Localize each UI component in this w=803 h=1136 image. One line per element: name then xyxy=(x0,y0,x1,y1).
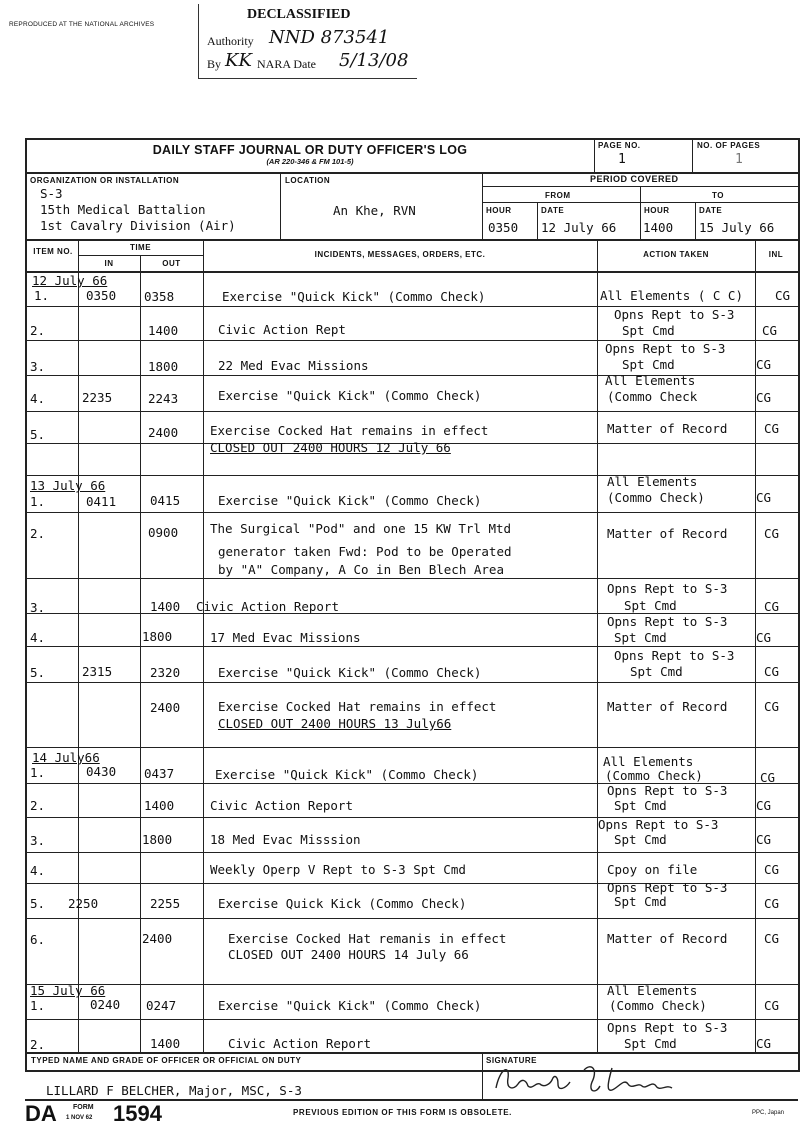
incident-text: Civic Action Report xyxy=(196,599,339,614)
action-text: Opns Rept to S-3 xyxy=(614,648,735,663)
time-out: 0358 xyxy=(144,289,175,304)
initials: CG xyxy=(764,931,780,946)
incident-text: The Surgical "Pod" and one 15 KW Trl Mtd xyxy=(210,521,512,536)
action-text: Opns Rept to S-3 xyxy=(607,1020,728,1035)
time-out: 2320 xyxy=(150,665,181,680)
action-text: All Elements xyxy=(607,474,698,489)
initials: CG xyxy=(764,664,780,679)
officer-name: LILLARD F BELCHER, Major, MSC, S-3 xyxy=(46,1083,302,1098)
item-no: 6. xyxy=(30,932,46,947)
action-text: Spt Cmd xyxy=(624,1036,677,1051)
action-text: All Elements ( C C) xyxy=(600,288,743,303)
action-label: ACTION TAKEN xyxy=(643,250,709,259)
archive-note: REPRODUCED AT THE NATIONAL ARCHIVES xyxy=(9,21,155,28)
out-label: OUT xyxy=(162,259,181,268)
in-label: IN xyxy=(104,259,114,268)
action-text: Opns Rept to S-3 xyxy=(607,581,728,596)
time-out: 2400 xyxy=(150,700,181,715)
item-no: 2. xyxy=(30,323,46,338)
form-number: 1594 xyxy=(113,1101,162,1126)
period-label: PERIOD COVERED xyxy=(590,174,679,184)
incident-text: Exercise "Quick Kick" (Commo Check) xyxy=(215,767,479,782)
stamp-title: DECLASSIFIED xyxy=(247,7,351,22)
action-text: Spt Cmd xyxy=(614,798,667,813)
closed-out-text: CLOSED OUT 2400 HOURS 12 July 66 xyxy=(210,440,451,455)
action-text: Opns Rept to S-3 xyxy=(598,817,719,832)
initials: CG xyxy=(756,1036,772,1051)
item-no: 3. xyxy=(30,359,46,374)
org-line: 15th Medical Battalion xyxy=(40,202,206,217)
action-text: Spt Cmd xyxy=(622,357,675,372)
incident-text: Exercise "Quick Kick" (Commo Check) xyxy=(218,665,482,680)
initials: CG xyxy=(762,323,778,338)
time-out: 0415 xyxy=(150,493,181,508)
action-text: Spt Cmd xyxy=(614,630,667,645)
page-no-label: PAGE NO. xyxy=(598,141,641,150)
action-text: Spt Cmd xyxy=(622,323,675,338)
time-out: 0247 xyxy=(146,998,177,1013)
time-out: 1800 xyxy=(142,832,173,847)
action-text: Cpoy on file xyxy=(607,862,698,877)
item-no: 1. xyxy=(34,288,50,303)
item-no: 4. xyxy=(30,863,46,878)
initials: CG xyxy=(756,357,772,372)
location-label: LOCATION xyxy=(285,176,331,185)
item-no: 5. xyxy=(30,665,46,680)
to-hour-label: HOUR xyxy=(644,206,670,215)
action-text: Matter of Record xyxy=(607,699,728,714)
action-text: All Elements xyxy=(603,754,694,769)
closed-out-text: CLOSED OUT 2400 HOURS 13 July66 xyxy=(218,716,452,731)
item-no: 1. xyxy=(30,494,46,509)
time-in: 0240 xyxy=(90,997,121,1012)
date-marker: 15 July 66 xyxy=(30,983,106,998)
date-marker: 12 July 66 xyxy=(32,273,108,288)
from-hour-value: 0350 xyxy=(488,220,519,235)
by-value: KK xyxy=(225,50,252,71)
action-text: Matter of Record xyxy=(607,421,728,436)
officer-label: TYPED NAME AND GRADE OF OFFICER OR OFFICIAL ON DUTY xyxy=(31,1056,302,1065)
date-marker: 14 July66 xyxy=(32,750,100,765)
item-no: 3. xyxy=(30,833,46,848)
time-in: 2250 xyxy=(68,896,99,911)
incident-text: generator taken Fwd: Pod to be Operated xyxy=(218,544,512,559)
org-line: S-3 xyxy=(40,186,63,201)
action-text: Matter of Record xyxy=(607,931,728,946)
item-no: 4. xyxy=(30,630,46,645)
incident-text: Exercise "Quick Kick" (Commo Check) xyxy=(222,289,486,304)
time-label: TIME xyxy=(129,243,152,252)
item-no: 1. xyxy=(30,998,46,1013)
item-no: 1. xyxy=(30,765,46,780)
org-line: 1st Cavalry Division (Air) xyxy=(40,218,236,233)
initials: CG xyxy=(764,421,780,436)
time-out: 1800 xyxy=(142,629,173,644)
item-no: 2. xyxy=(30,1037,46,1052)
time-out: 1400 xyxy=(150,599,181,614)
initials: CG xyxy=(764,998,780,1013)
inl-label: INL xyxy=(768,250,784,259)
incident-text: 22 Med Evac Missions xyxy=(218,358,369,373)
time-out: 1400 xyxy=(150,1036,181,1051)
time-out: 1800 xyxy=(148,359,179,374)
time-out: 1400 xyxy=(144,798,175,813)
initials: CG xyxy=(764,896,780,911)
time-out: 2243 xyxy=(148,391,179,406)
action-text: All Elements xyxy=(605,373,696,388)
incident-text: by "A" Company, A Co in Ben Blech Area xyxy=(218,562,504,577)
action-text: Opns Rept to S-3 xyxy=(605,341,726,356)
incident-text: Weekly Operp V Rept to S-3 Spt Cmd xyxy=(210,862,466,877)
form-word: FORM xyxy=(73,1104,94,1111)
form-prefix: DA xyxy=(25,1101,57,1126)
item-label: ITEM NO. xyxy=(33,247,73,256)
to-date-label: DATE xyxy=(699,206,723,215)
time-in: 0350 xyxy=(86,288,117,303)
date-marker: 13 July 66 xyxy=(30,478,106,493)
incident-text: Exercise "Quick Kick" (Commo Check) xyxy=(218,493,482,508)
item-no: 2. xyxy=(30,798,46,813)
declassified-stamp xyxy=(198,4,417,79)
from-hour-label: HOUR xyxy=(486,206,512,215)
time-out: 2400 xyxy=(148,425,179,440)
initials: CG xyxy=(764,599,780,614)
item-no: 2. xyxy=(30,526,46,541)
time-in: 0411 xyxy=(86,494,117,509)
item-no: 4. xyxy=(30,391,46,406)
time-in: 2315 xyxy=(82,664,113,679)
action-text: (Commo Check) xyxy=(609,998,707,1013)
time-in: 2235 xyxy=(82,390,113,405)
org-block xyxy=(40,186,236,234)
initials: CG xyxy=(756,798,772,813)
to-label: TO xyxy=(712,191,724,200)
signature-label: SIGNATURE xyxy=(486,1056,538,1065)
action-text: Opns Rept to S-3 xyxy=(607,783,728,798)
action-text: (Commo Check xyxy=(607,389,698,404)
form-title: DAILY STAFF JOURNAL OR DUTY OFFICER'S LOG xyxy=(152,143,468,157)
time-in: 0430 xyxy=(86,764,117,779)
initials: CG xyxy=(756,630,772,645)
printer-mark: PPC, Japan xyxy=(752,1110,785,1116)
initials: CG xyxy=(756,832,772,847)
action-text: Spt Cmd xyxy=(614,894,667,909)
incident-text: Exercise Cocked Hat remanis in effect xyxy=(228,931,507,946)
authority-label: Authority xyxy=(207,34,254,48)
initials: CG xyxy=(764,699,780,714)
no-of-pages-label: NO. OF PAGES xyxy=(697,141,761,150)
form-date: 1 NOV 62 xyxy=(66,1115,93,1121)
action-text: (Commo Check) xyxy=(605,768,703,783)
signature-mark xyxy=(488,1060,688,1100)
from-date-value: 12 July 66 xyxy=(541,220,617,235)
action-text: All Elements xyxy=(607,983,698,998)
incident-text: Exercise Quick Kick (Commo Check) xyxy=(218,896,467,911)
initials: CG xyxy=(775,288,791,303)
initials: CG xyxy=(756,390,772,405)
incident-text: Exercise "Quick Kick" (Commo Check) xyxy=(218,998,482,1013)
incident-text: 17 Med Evac Missions xyxy=(210,630,361,645)
initials: CG xyxy=(764,526,780,541)
incident-text: Exercise "Quick Kick" (Commo Check) xyxy=(218,388,482,403)
incident-text: Civic Action Report xyxy=(210,798,353,813)
action-text: Opns Rept to S-3 xyxy=(614,307,735,322)
time-out: 2255 xyxy=(150,896,181,911)
authority-value: NND 873541 xyxy=(269,27,390,48)
action-text: Spt Cmd xyxy=(624,598,677,613)
no-of-pages-value: 1 xyxy=(735,152,743,167)
location-value: An Khe, RVN xyxy=(333,203,416,218)
action-text: (Commo Check) xyxy=(607,490,705,505)
action-text: Spt Cmd xyxy=(614,832,667,847)
nara-date-label: NARA Date xyxy=(257,57,316,71)
time-out: 0437 xyxy=(144,766,175,781)
initials: CG xyxy=(760,770,776,785)
from-date-label: DATE xyxy=(541,206,565,215)
time-out: 1400 xyxy=(148,323,179,338)
from-label: FROM xyxy=(545,191,571,200)
initials: CG xyxy=(764,862,780,877)
action-text: Opns Rept to S-3 xyxy=(607,614,728,629)
initials: CG xyxy=(756,490,772,505)
item-no: 3. xyxy=(30,600,46,615)
by-label: By xyxy=(207,57,222,71)
incident-text: Civic Action Report xyxy=(228,1036,371,1051)
incident-text: Exercise Cocked Hat remains in effect xyxy=(218,699,497,714)
action-text: Matter of Record xyxy=(607,526,728,541)
time-out: 2400 xyxy=(142,931,173,946)
time-out: 0900 xyxy=(148,525,179,540)
form-subtitle: (AR 220-346 & FM 101-5) xyxy=(266,157,354,166)
incident-text: Exercise Cocked Hat remains in effect xyxy=(210,423,489,438)
action-text: Opns Rept to S-3 xyxy=(607,880,728,895)
previous-edition-note: PREVIOUS EDITION OF THIS FORM IS OBSOLETE. xyxy=(293,1108,512,1117)
closed-out-text: CLOSED OUT 2400 HOURS 14 July 66 xyxy=(228,947,469,962)
incident-text: Civic Action Rept xyxy=(218,322,346,337)
page-no-value: 1 xyxy=(618,152,626,167)
item-no: 5. xyxy=(30,427,46,442)
incident-text: 18 Med Evac Misssion xyxy=(210,832,361,847)
incidents-label: INCIDENTS, MESSAGES, ORDERS, ETC. xyxy=(314,250,486,259)
action-text: Spt Cmd xyxy=(630,664,683,679)
stamp-date: 5/13/08 xyxy=(339,50,409,71)
to-date-value: 15 July 66 xyxy=(699,220,775,235)
item-no: 5. xyxy=(30,896,46,911)
to-hour-value: 1400 xyxy=(643,220,674,235)
org-label: ORGANIZATION OR INSTALLATION xyxy=(30,176,180,185)
